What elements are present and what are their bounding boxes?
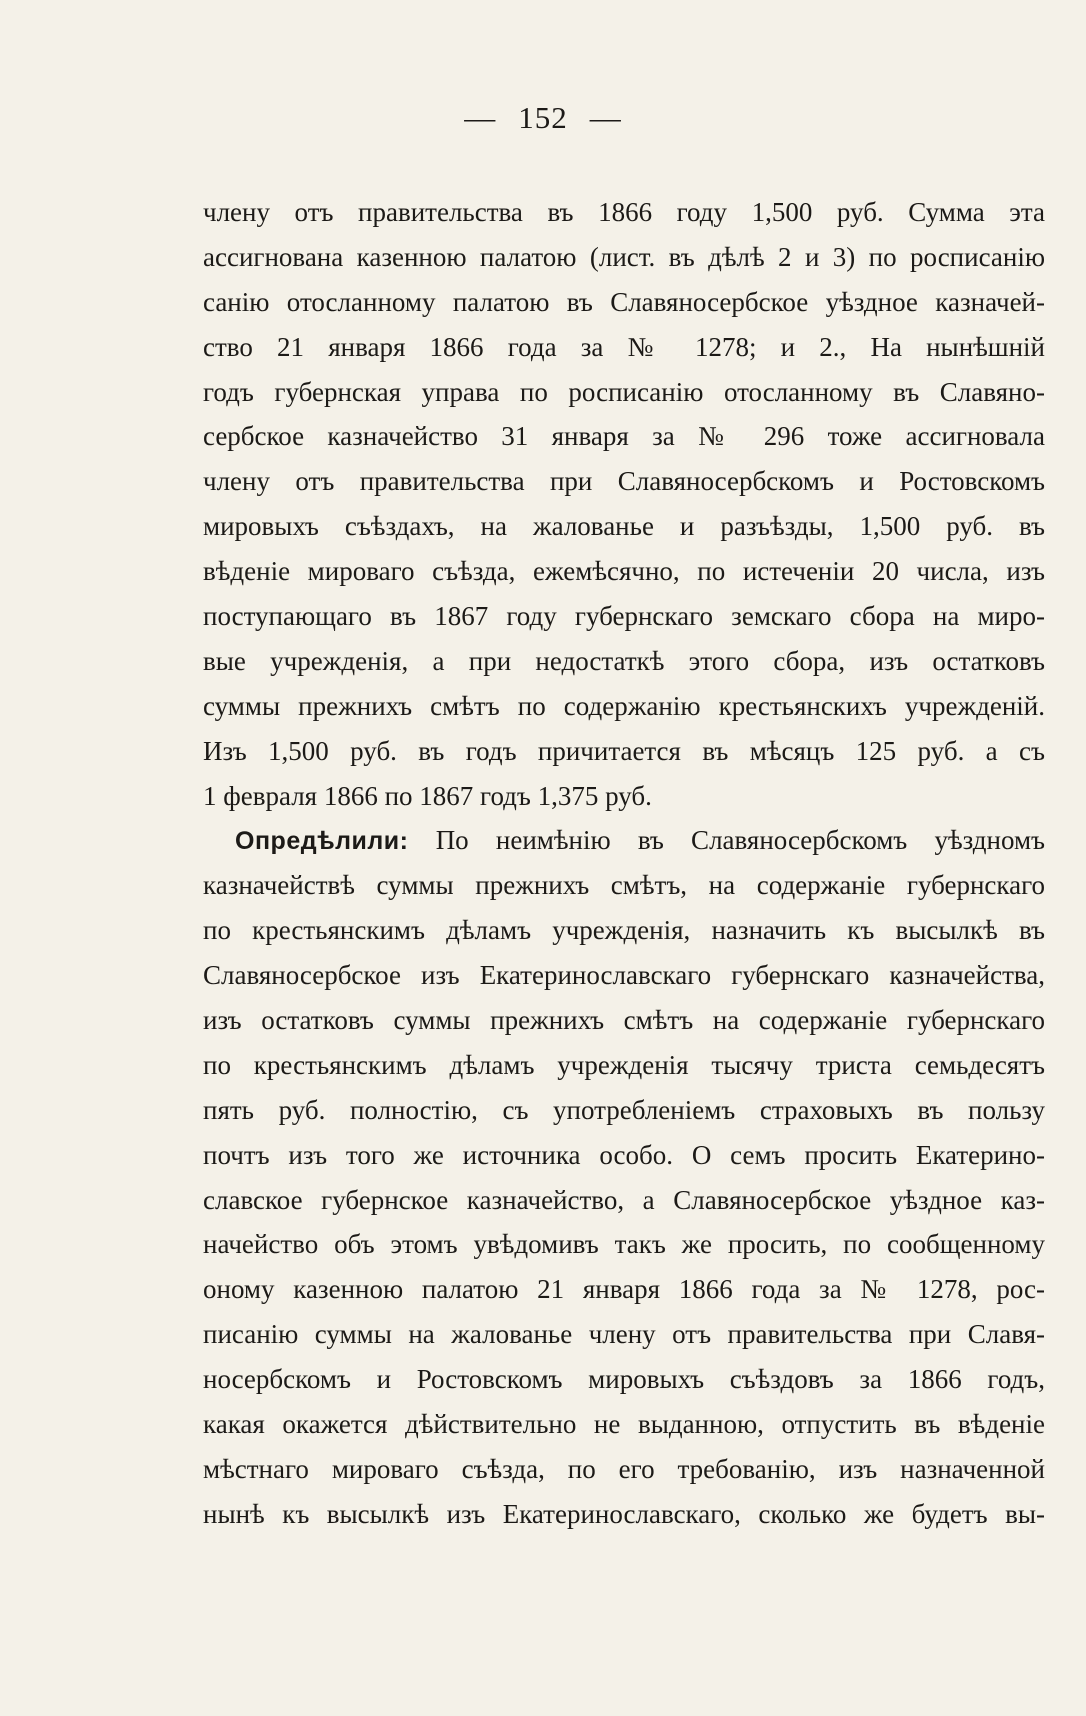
page-header — [0, 100, 1086, 136]
header-dash-right: — — [589, 100, 622, 135]
header-dash-left: — — [464, 100, 497, 135]
text-line: санію отосланному палатою въ Славяносербское уѣздное казначей- — [203, 286, 1045, 317]
body-text — [203, 190, 1045, 1537]
text-line: поступающаго въ 1867 году губернскаго земскаго сбора на миро- — [203, 601, 1045, 632]
text-line: писанію суммы на жалованье члену отъ правительства при Славя- — [203, 1319, 1045, 1350]
text-line: изъ остатковъ суммы прежнихъ смѣтъ на содержаніе губернскаго — [203, 1005, 1045, 1036]
text-line: по крестьянскимъ дѣламъ учрежденія тысячу триста семьдесятъ — [203, 1049, 1045, 1080]
text-line: ство 21 января 1866 года за № 1278; и 2., На нынѣшній — [203, 331, 1045, 362]
text-line: славское губернское казначейство, а Славяносербское уѣздное каз- — [203, 1184, 1045, 1215]
text-line: казначействѣ суммы прежнихъ смѣтъ, на содержаніе губернскаго — [203, 870, 1045, 901]
text-line: какая окажется дѣйствительно не выданною, отпустить въ вѣденіе — [203, 1409, 1045, 1440]
paragraph-1 — [203, 190, 1045, 818]
text-line: оному казенною палатою 21 января 1866 года за № 1278, рос- — [203, 1274, 1045, 1305]
text-line: члену отъ правительства въ 1866 году 1,500 руб. Сумма эта — [203, 197, 1045, 227]
text-line: начейство объ этомъ увѣдомивъ такъ же просить, по сообщенному — [203, 1229, 1045, 1260]
text-line: вѣденіе мироваго съѣзда, ежемѣсячно, по истеченіи 20 числа, изъ — [203, 556, 1045, 587]
text-line: мировыхъ съѣздахъ, на жалованье и разъѣзды, 1,500 руб. въ — [203, 511, 1045, 542]
text-line: суммы прежнихъ смѣтъ по содержанію крестьянскихъ учрежденій. — [203, 690, 1045, 721]
text-line-first — [203, 818, 1045, 863]
text-line: мѣстнаго мироваго съѣзда, по его требованію, изъ назначенной — [203, 1453, 1045, 1484]
text-line: члену отъ правительства при Славяносербскомъ и Ростовскомъ — [203, 466, 1045, 497]
text-line: сербское казначейство 31 января за № 296 тоже ассигновала — [203, 421, 1045, 452]
first-line-text: По неимѣнію въ Славяносербскомъ уѣздномъ — [435, 825, 1045, 856]
text-line: нынѣ къ высылкѣ изъ Екатеринославскаго, сколько же будетъ вы- — [203, 1498, 1045, 1529]
text-line: ассигнована казенною палатою (лист. въ дѣлѣ 2 и 3) по росписанію — [203, 241, 1045, 272]
text-line: годъ губернская управа по росписанію отосланному въ Славяно- — [203, 376, 1045, 407]
text-line: вые учрежденія, а при недостаткѣ этого сбора, изъ остатковъ — [203, 645, 1045, 676]
text-line: Изъ 1,500 руб. въ годъ причитается въ мѣсяцъ 125 руб. а съ — [203, 735, 1045, 766]
text-line: 1 февраля 1866 по 1867 годъ 1,375 руб. — [203, 780, 652, 811]
text-line: почтъ изъ того же источника особо. О семъ просить Екатерино- — [203, 1139, 1045, 1170]
text-line: пять руб. полностію, съ употребленіемъ страховыхъ въ пользу — [203, 1094, 1045, 1125]
text-line: Славяносербское изъ Екатеринославскаго губернскаго казначейства, — [203, 960, 1045, 991]
text-line: носербскомъ и Ростовскомъ мировыхъ съѣздовъ за 1866 годъ, — [203, 1364, 1045, 1395]
resolution-heading: Опредѣлили: — [235, 827, 409, 856]
page-number: 152 — [518, 100, 568, 135]
text-line: по крестьянскимъ дѣламъ учрежденія, назначить къ высылкѣ въ — [203, 915, 1045, 946]
paragraph-2 — [203, 818, 1045, 1536]
